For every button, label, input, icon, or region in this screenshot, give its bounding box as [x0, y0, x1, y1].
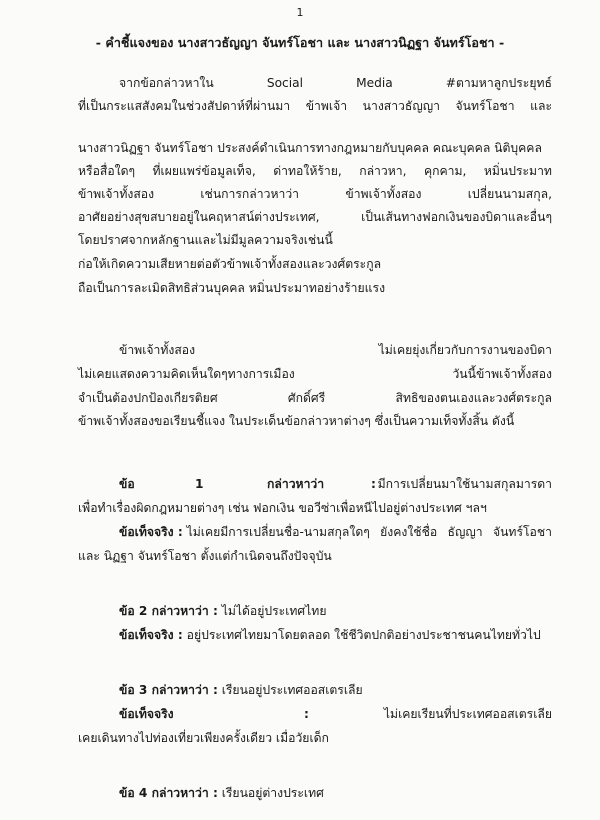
item-2-claim: ไม่ได้อยู่ประเทศไทย [221, 604, 327, 618]
intro-line-2: ที่เป็นกระแสสังคมในช่วงสัปดาห์ที่ผ่านมา ข้าพเจ้า นางสาวธัญญา จันทร์โอชา และ [78, 99, 552, 113]
item-1-label: ข้อ [119, 477, 135, 491]
item-4-claim: เรียนอยู่ต่างประเทศ [221, 786, 324, 800]
item-4-claim-line [119, 785, 324, 801]
intro-line-1: จากข้อกล่าวหาใน Social Media #ตามหาลูกประยุทธ์ [119, 76, 552, 90]
item-3-fact-colon: : [304, 707, 309, 721]
item-2-claim-line [119, 603, 326, 619]
intro-line-7: โดยปราศจากหลักฐานและไม่มีมูลความจริงเช่นนี้ [78, 233, 333, 247]
statement-line-3: จำเป็นต้องปกป้องเกียรติยศ ศักดิ์ศรี สิทธิของตนเองและวงศ์ตระกูล [78, 391, 552, 405]
item-1-claim: มีการเปลี่ยนมาใช้นามสกุลมารดา [377, 477, 552, 491]
intro-line-6: อาศัยอย่างสุขสบายอยู่ในคฤหาสน์ต่างประเทศ, เป็นเส้นทางฟอกเงินของบิดาและอื่นๆ [78, 210, 552, 224]
item-1-fact-label: ข้อเท็จจริง : [119, 525, 183, 539]
item-3-fact-label: ข้อเท็จจริง [119, 707, 174, 721]
item-2-fact-line [119, 627, 541, 643]
item-3-claim: เรียนอยู่ประเทศออสเตรเลีย [221, 683, 363, 697]
page-number: 1 [296, 6, 304, 19]
item-2-label: ข้อ 2 กล่าวหาว่า : [119, 604, 218, 618]
item-3-label: ข้อ 3 กล่าวหาว่า : [119, 683, 218, 697]
item-1-claim-cont: เพื่อทำเรื่องผิดกฎหมายต่างๆ เช่น ฟอกเงิน ขอวีซ่าเพื่อหนีไปอยู่ต่างประเทศ ฯลฯ [78, 501, 487, 515]
item-4-label: ข้อ 4 กล่าวหาว่า : [119, 786, 218, 800]
document-title: - คำชี้แจงของ นางสาวธัญญา จันทร์โอชา และ นางสาวนิฏฐา จันทร์โอชา - [95, 35, 505, 50]
item-2-fact: อยู่ประเทศไทยมาโดยตลอด ใช้ชีวิตปกติอย่างประชาชนคนไทยทั่วไป [186, 628, 541, 642]
statement-line-2: ไม่เคยแสดงความคิดเห็นใดๆทางการเมือง วันนี้ข้าพเจ้าทั้งสอง [78, 367, 552, 381]
item-1-fact-line: ข้อเท็จจริง : ไม่เคยมีการเปลี่ยนชื่อ-นามสกุลใดๆ ยังคงใช้ชื่อ ธัญญา จันทร์โอชา [119, 525, 552, 539]
intro-line-4: หรือสื่อใดๆ ที่เผยแพร่ข้อมูลเท็จ, ด่าทอให้ร้าย, กล่าวหา, คุกคาม, หมิ่นประมาท [78, 164, 552, 178]
intro-line-5: ข้าพเจ้าทั้งสอง เช่นการกล่าวหาว่า ข้าพเจ้าทั้งสอง เปลี่ยนนามสกุล, [78, 187, 552, 201]
item-1-fact-cont: และ นิฏฐา จันทร์โอชา ตั้งแต่กำเนิดจนถึงปัจจุบัน [78, 549, 332, 563]
statement-line-4: ข้าพเจ้าทั้งสองขอเรียนชี้แจง ในประเด็นข้อกล่าวหาต่างๆ ซึ่งเป็นความเท็จทั้งสิ้น ดังนี้ [78, 414, 515, 428]
item-1-alleged: กล่าวหาว่า [267, 477, 325, 491]
intro-line-3: นางสาวนิฏฐา จันทร์โอชา ประสงค์ดำเนินการทางกฎหมายกับบุคคล คณะบุคคล นิติบุคคล [78, 141, 542, 155]
item-3-fact: ไม่เคยเรียนที่ประเทศออสเตรเลีย [383, 707, 552, 721]
item-3-fact-cont: เคยเดินทางไปท่องเที่ยวเพียงครั้งเดียว เมื่อวัยเด็ก [78, 731, 329, 745]
item-1-colon: : [371, 477, 376, 491]
item-3-claim-line [119, 682, 363, 698]
intro-line-8: ก่อให้เกิดความเสียหายต่อตัวข้าพเจ้าทั้งสองและวงศ์ตระกูล [78, 257, 382, 271]
intro-line-9: ถือเป็นการละเมิดสิทธิส่วนบุคคล หมิ่นประมาทอย่างร้ายแรง [78, 281, 386, 295]
item-1-number: 1 [195, 477, 204, 491]
statement-line-1: ข้าพเจ้าทั้งสอง ไม่เคยยุ่งเกี่ยวกับการงานของบิดา [119, 343, 552, 357]
item-2-fact-label: ข้อเท็จจริง : [119, 628, 183, 642]
